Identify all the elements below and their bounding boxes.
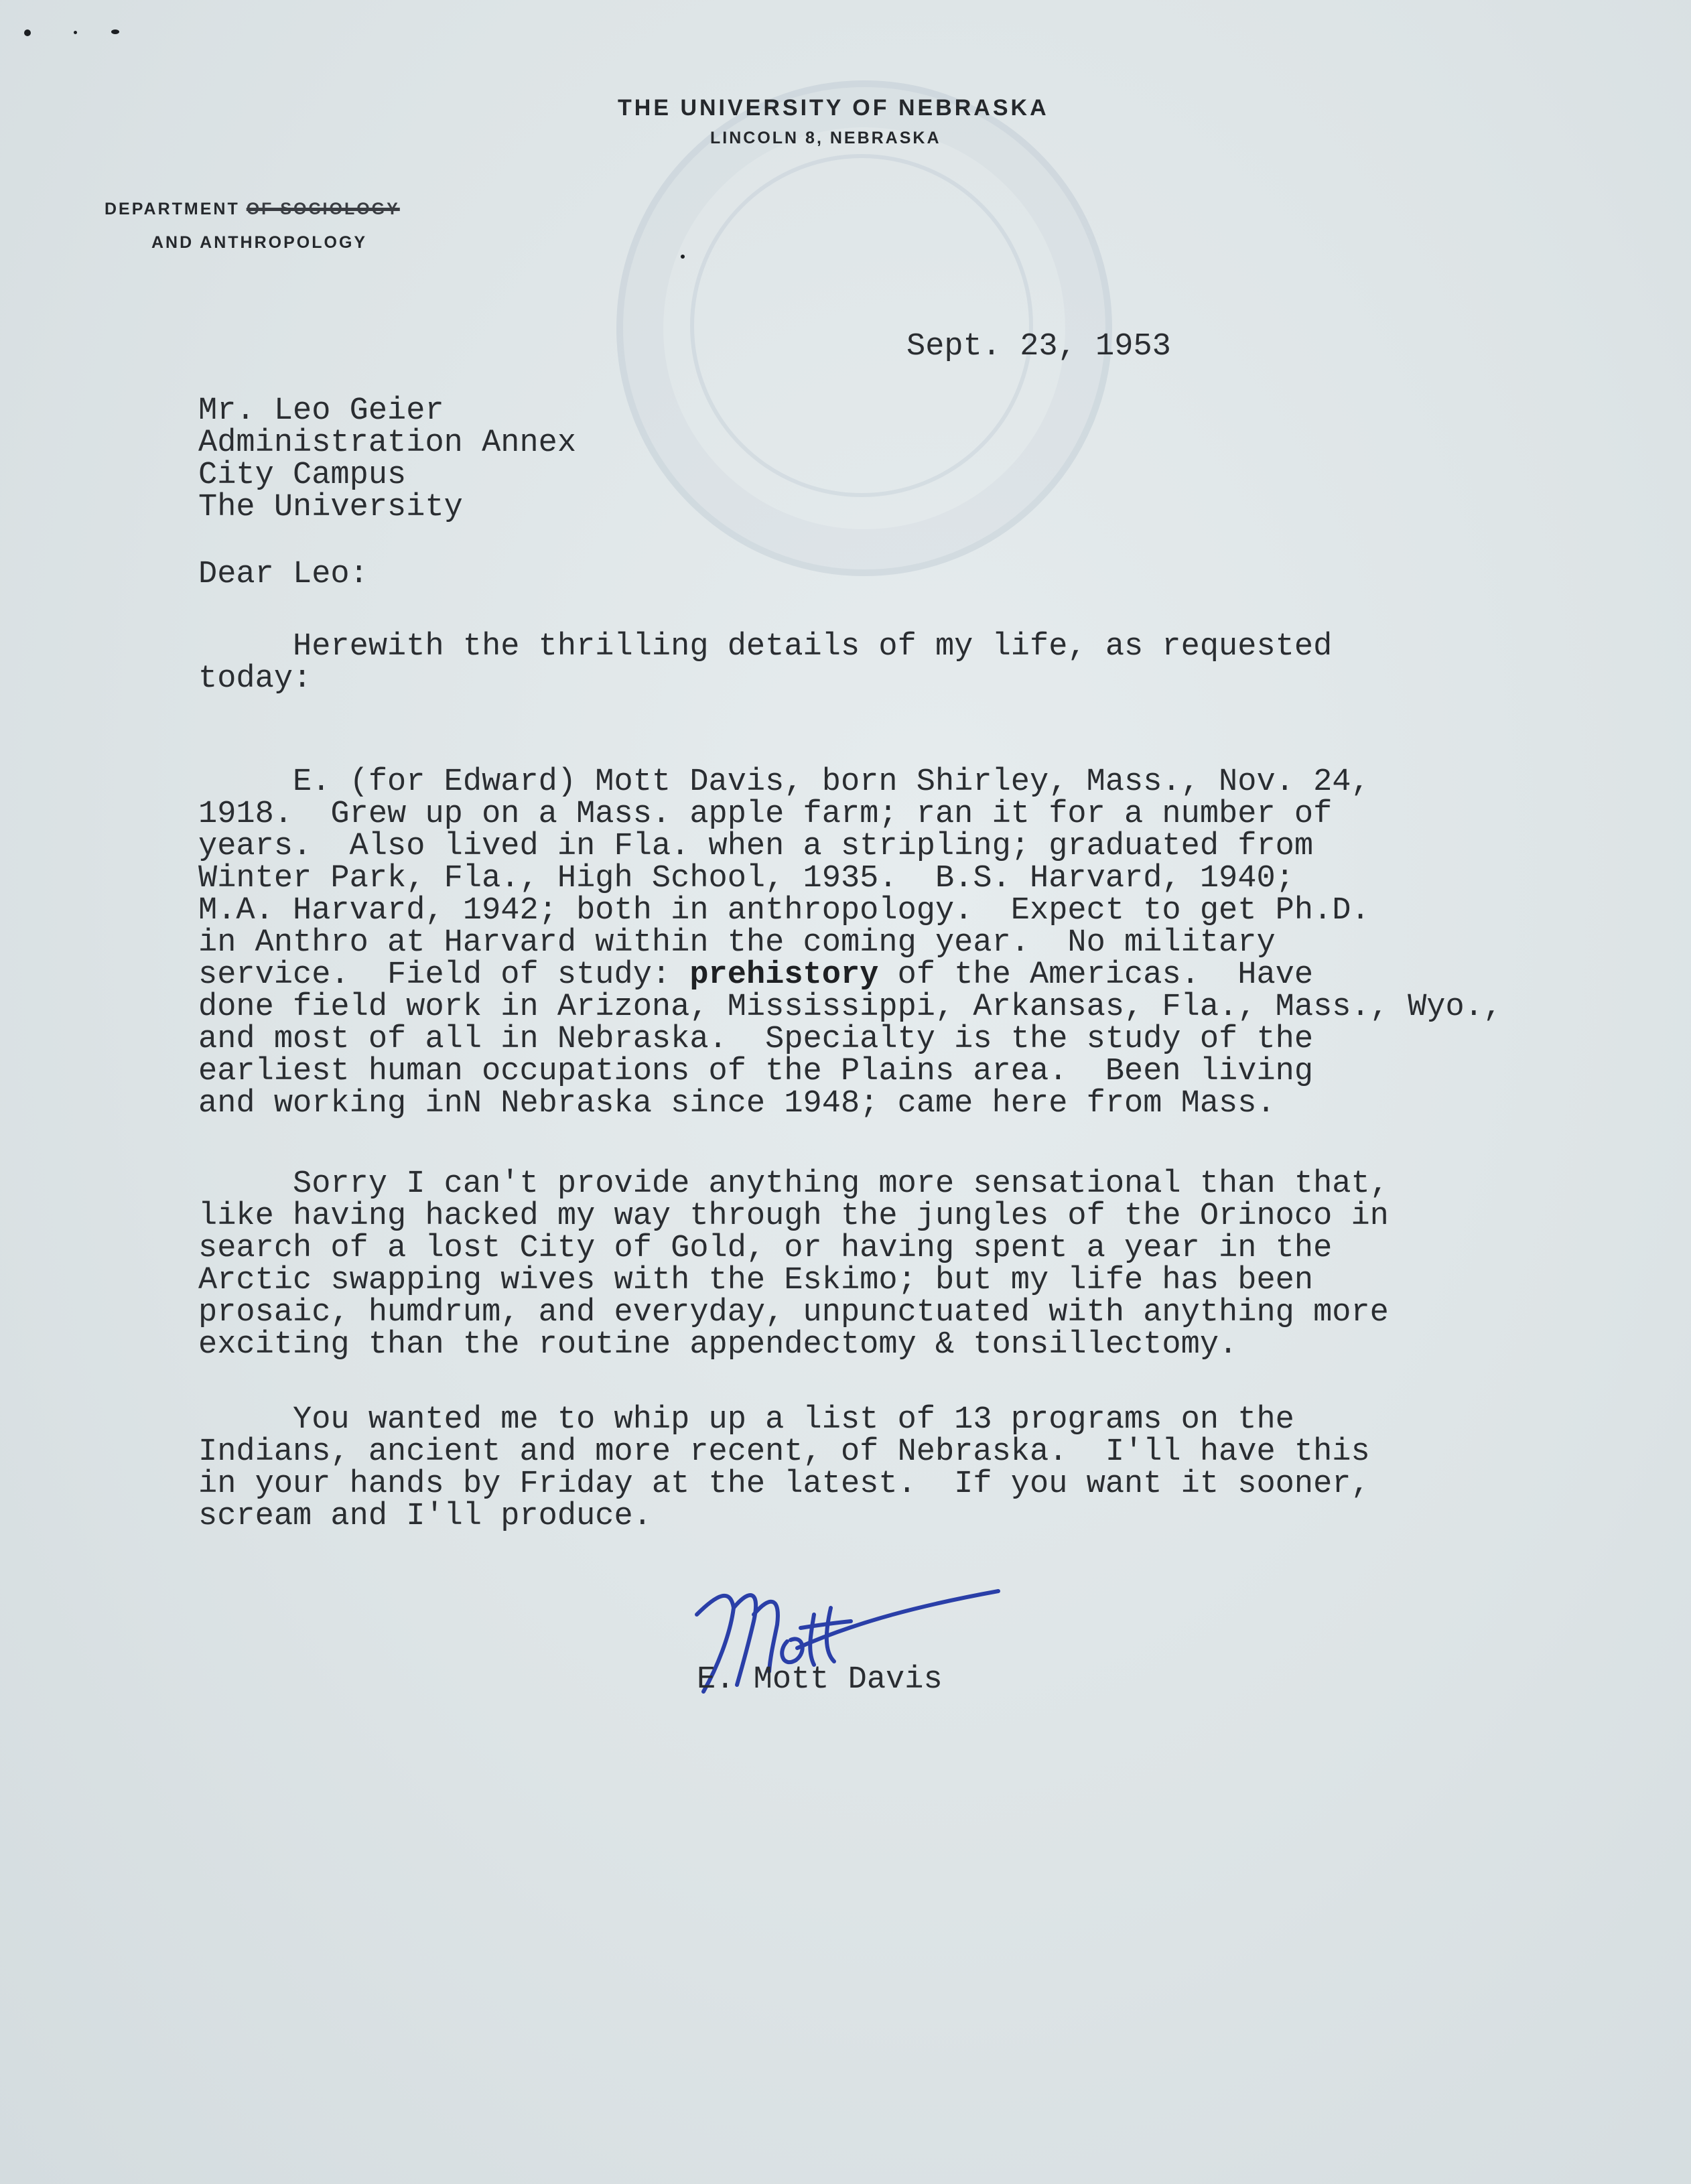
paragraph-line: in your hands by Friday at the latest. If you want it sooner, <box>198 1466 1370 1502</box>
paragraph-line: search of a lost City of Gold, or having spent a year in the <box>198 1231 1333 1266</box>
paragraph-line: done field work in Arizona, Mississippi, Arkansas, Fla., Mass., Wyo., <box>198 989 1503 1025</box>
ink-speck <box>681 255 685 259</box>
paragraph-line: Sorry I can't provide anything more sensational than that, <box>198 1166 1389 1202</box>
paragraph-line: Winter Park, Fla., High School, 1935. B.S. Harvard, 1940; <box>198 861 1294 896</box>
paragraph-line: years. Also lived in Fla. when a stripling; graduated from <box>198 829 1314 864</box>
paragraph-line: earliest human occupations of the Plains area. Been living <box>198 1054 1314 1089</box>
ink-speck <box>111 29 119 34</box>
paragraph-line-start: service. Field of study: <box>198 957 690 993</box>
recipient-line: Mr. Leo Geier <box>198 393 444 429</box>
paragraph-line: scream and I'll produce. <box>198 1499 652 1534</box>
letterhead-department <box>105 200 400 219</box>
paragraph-line: prosaic, humdrum, and everyday, unpunctuated with anything more <box>198 1295 1389 1330</box>
letterhead-city: LINCOLN 8, NEBRASKA <box>710 129 941 147</box>
recipient-line: City Campus <box>198 458 407 493</box>
paragraph-line: E. (for Edward) Mott Davis, born Shirley, Mass., Nov. 24, <box>198 764 1370 800</box>
paragraph-line: You wanted me to whip up a list of 13 programs on the <box>198 1402 1294 1438</box>
typed-signature: E. Mott Davis <box>697 1662 943 1698</box>
department-struck-text: OF SOCIOLOGY <box>246 200 400 218</box>
paragraph-line: Indians, ancient and more recent, of Nebraska. I'll have this <box>198 1434 1370 1470</box>
paragraph-line <box>198 959 1313 992</box>
letterhead-institution: THE UNIVERSITY OF NEBRASKA <box>618 95 1049 121</box>
emphasized-word: prehistory <box>689 957 879 993</box>
recipient-line: The University <box>198 490 463 525</box>
paragraph-line: Herewith the thrilling details of my life, as requested <box>198 629 1333 665</box>
paragraph-line-tail: of the Americas. Have <box>878 957 1314 993</box>
paragraph-line: Arctic swapping wives with the Eskimo; but my life has been <box>198 1263 1314 1298</box>
paragraph-line: exciting than the routine appendectomy & tonsillectomy. <box>198 1327 1238 1363</box>
embossed-seal-inner-ring <box>690 154 1033 497</box>
paragraph-line: M.A. Harvard, 1942; both in anthropology. Expect to get Ph.D. <box>198 893 1370 929</box>
paragraph-line: today: <box>198 661 312 697</box>
letterhead-department-line2: AND ANTHROPOLOGY <box>151 233 368 252</box>
department-label: DEPARTMENT <box>105 200 240 218</box>
letter-date: Sept. 23, 1953 <box>906 329 1171 364</box>
ink-speck <box>24 29 31 36</box>
recipient-line: Administration Annex <box>198 425 577 461</box>
paragraph-line: and working inN Nebraska since 1948; came here from Mass. <box>198 1086 1276 1121</box>
paragraph-line: like having hacked my way through the jungles of the Orinoco in <box>198 1199 1389 1234</box>
paragraph-line: and most of all in Nebraska. Specialty is the study of the <box>198 1022 1314 1057</box>
paragraph-line: in Anthro at Harvard within the coming year. No military <box>198 925 1276 961</box>
ink-speck <box>74 31 77 34</box>
paragraph-line: 1918. Grew up on a Mass. apple farm; ran it for a number of <box>198 797 1333 832</box>
salutation: Dear Leo: <box>198 557 368 592</box>
